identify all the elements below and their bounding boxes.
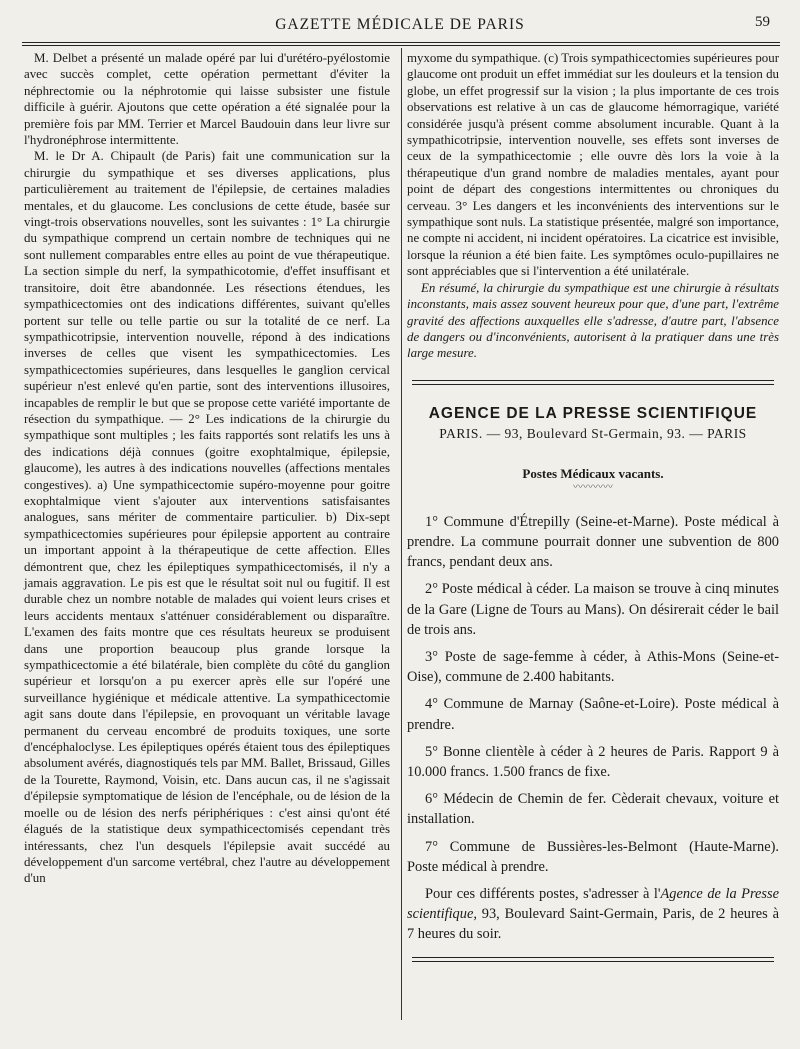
list-item: 1° Commune d'Étrepilly (Seine-et-Marne). Poste médical à prendre. La commune pourrait donner une subvention de 800 francs, pendant deux ans. [407,513,779,571]
postes-list [407,512,779,945]
ornament-squiggle: 〰〰〰〰 [573,481,613,493]
section-rule [412,380,774,385]
delbet-paragraph: M. Delbet a présenté un malade opéré par lui d'urétéro-pyélostomie avec succès complet, cette opération permettant d'éviter la néphrectomie ou la néphrotomie qui laisse subsister une fistule difficile à guérir. Ajoutons que cette opération a été signalée pour la première fois par MM. Terrier et Marcel Baudouin dans leur livre sur l'hydronéphrose intermittente. [24,51,390,148]
list-item: 4° Commune de Marnay (Saône-et-Loire). Poste médical à prendre. [407,696,779,733]
column-divider [401,48,402,1020]
page-header [20,14,780,38]
agency-address: PARIS. — 93, Boulevard St-Germain, 93. — PARIS [439,425,747,441]
agency-heading: AGENCE DE LA PRESSE SCIENTIFIQUE [428,404,758,422]
page-number: 59 [755,14,770,30]
chipault-paragraph: M. le Dr A. Chipault (de Paris) fait une communication sur la chirurgie du sympathique et ses diverses applications, plus particulièrement au traitement de l'épilepsie, de certaines maladies mentales, et du glaucome. Les conclusions de cette étude, basée sur vingt-trois observations nouvelles, sont les suivantes : 1° La chirurgie du sympathique comprend un certain nombre de techniques qui ne sont nullement comparables entre elles au point de vue thérapeutique. La section simple du nerf, la sympathicotomie, d'effet insuffisant et transitoire, doit être abandonnée. Les résections étendues, les sympathicectomies ont des indications différentes, suivant qu'elles portent sur telle ou telle partie ou sur la totalité de ce nerf. La sympathicotripsie, intervention nouvelle, répond à des indications inverses de celles que visent les sympathicectomies. Les sympathicectomies supérieures, dans lesquelles le ganglion cervical supérieur n'est enlevé qu'en partie, sont des interventions illusoires, incapables de remplir le but que se propose cette variété importante de résection du sympathique. — 2° Les indications de la chirurgie du sympathique sont multiples ; les faits rapportés sont relatifs les uns à des indications déjà connues (goitre exophtalmique, épilepsie, glaucome), les autres à des indications nouvelles (affections mentales congestives). a) Une sympathicectomie supéro-moyenne pour goitre exophtalmique vient s'ajouter aux interventions satisfaisantes analogues, sans mériter de commentaire particulier. b) Dix-sept sympathicectomies supérieures pour épilepsie apportent au contraire un important appoint à la thérapeutique de cette affection. Elles démontrent que, chez les épileptiques sympathicectomisés, il n'y a jamais aggravation. Le pis est que le résultat soit nul ou fugitif. Il est durable chez un nombre notable de malades qui voient leurs crises et leurs accidents mentaux s'atténuer considérablement ou disparaître. L'examen des faits montre que ces résultats heureux se produisent dans une proportion beaucoup plus grande lorsque la sympathicectomie a été bilatérale, bien complète du côté du ganglion supérieur et lorsqu'on a pu exercer après elle sur l'opéré une surveillance hygiénique et médicale attentive. La sympathicectomie agit sans doute dans l'épilepsie, en provoquant un véritable lavage permanent du cerveau encombré de produits toxiques, une sorte d'encéphaloclyse. Les épileptiques opérés étaient tous des épileptiques absolument avérés, diagnostiqués tels par MM. Ballet, Brissaud, Gilles de la Tourette, Raymond, Voisin, etc. Dans aucun cas, il ne s'agissait d'épilepsie symptomatique de lésion de l'encéphale, ou de lésion de la moelle ou de lésion des nerfs périphériques : c'est ainsi qu'ont été élagués de la statistique deux sympathicectomisés cependant très intéressants, chez l'un desquels l'épilepsie avait succédé au développement d'un sarcome vertébral, chez l'autre au développement d'un [24,149,390,886]
right-column [407,50,779,962]
contact-paragraph [407,884,779,945]
list-item: 5° Bonne clientèle à céder à 2 heures de Paris. Rapport 9 à 10.000 francs. 1.500 francs de fixe. [407,743,779,780]
left-column [24,50,390,887]
postes-title: Postes Médicaux vacants. [522,465,664,481]
list-item: 2° Poste médical à céder. La maison se trouve à cinq minutes de la Gare (Ligne de Tours au Mans). On désirerait céder le bail de trois ans. [407,581,779,638]
header-rule [22,42,780,46]
contact-prefix: Pour ces différents postes, s'adresser à l' [425,885,661,902]
list-item: 3° Poste de sage-femme à céder, à Athis-Mons (Seine-et-Oise), commune de 2.400 habitants. [407,648,779,686]
list-item: 6° Médecin de Chemin de fer. Cèderait chevaux, voiture et installation. [407,791,779,828]
article-continuation [407,50,779,362]
contact-suffix: , 93, Boulevard Saint-Germain, Paris, de 2 heures à 7 heures du soir. [407,906,779,943]
journal-title: GAZETTE MÉDICALE DE PARIS [275,16,525,33]
continuation-paragraph: myxome du sympathique. (c) Trois sympathicectomies supérieures pour glaucome ont produit un effet immédiat sur les douleurs et la tension du globe, un effet progressif sur la vision ; la plus importante de ces trois observations est relative à un cas de glaucome hémorragique, variété considérée jusqu'à présent comme absolument incurable. Quant à la sympathicotripsie, intervention nouvelle, ses effets sont inverses de ceux de la sympathicectomie ; elle ouvre dès lors la voie à la thérapeutique d'un grand nombre de maladies mentales, ayant pour point de départ des congestions intermittentes ou chroniques du cerveau. 3° Les dangers et les inconvénients des interventions sur le sympathique sont nuls. La statistique présentée, malgré son importance, ne compte ni accident, ni incident opératoires. La cicatrice est invisible, lorsque la réunion a été bien faite. Les symptômes oculo-pupillaires ne sont appréciables que si l'intervention a été unilatérale. [407,51,779,279]
agency-name-italic: Agence de la Presse scientifique [407,885,779,923]
list-item: 7° Commune de Bussières-les-Belmont (Haute-Marne). Poste médical à prendre. [407,838,779,875]
resume-paragraph: En résumé, la chirurgie du sympathique est une chirurgie à résultats inconstants, mais assez souvent heureux pour que, d'une part, l'extrême gravité des affections auxquelles elle s'adresse, d'autre part, l'absence de dangers ou d'inconvénients, autorisent à la pratiquer dans une très large mesure. [407,280,779,361]
bottom-rule [412,957,774,962]
